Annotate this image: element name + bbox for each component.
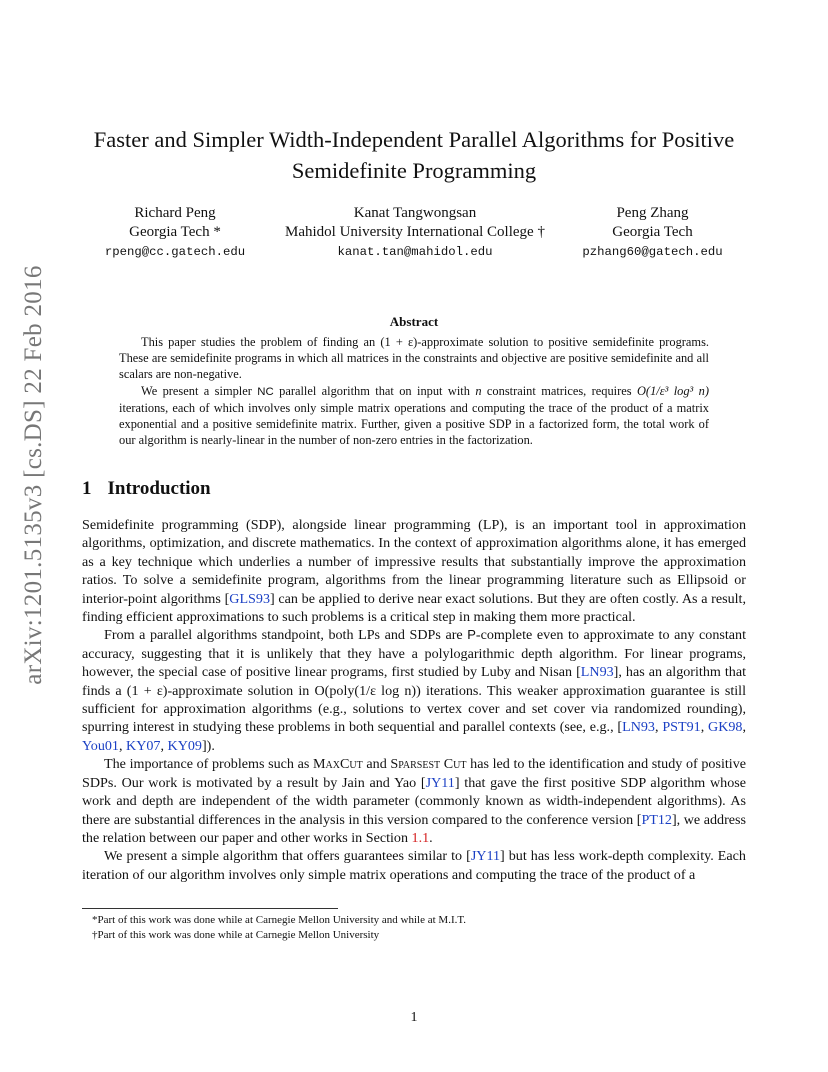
section-number: 1	[82, 478, 92, 499]
math-frac: 1/ε³	[650, 383, 669, 398]
footnotes	[92, 913, 466, 943]
citation-link[interactable]: LN93	[622, 719, 655, 736]
author-email: kanat.tan@mahidol.edu	[337, 245, 493, 259]
text-run: iterations, each of which involves only simple matrix operations and computing the trace of the product of a matrix exponential and a positive semidefinite matrix. Further, given a positive SDP in a factorized form, the total work of our algorithm is nearly-linear in the number of non-zero entries in the factorization.	[119, 400, 709, 448]
paper-title	[60, 124, 768, 186]
author-name: Peng Zhang	[616, 205, 689, 221]
text-run: and	[362, 756, 391, 773]
text-run: parallel algorithm that on input with	[273, 383, 476, 398]
text-run: ], we address the relation between our paper and other works in Section	[82, 811, 747, 846]
abstract-paragraph-2	[119, 383, 709, 449]
author-affiliation: Georgia Tech *	[129, 224, 221, 240]
abstract-heading: Abstract	[389, 314, 439, 329]
text-run: We present a simpler	[141, 383, 258, 398]
text-run: The importance of problems such as	[104, 756, 314, 773]
abstract	[119, 334, 709, 448]
paragraph-4	[82, 847, 746, 884]
citation-link[interactable]: PT12	[641, 811, 672, 828]
footnote-2: †Part of this work was done while at Carnegie Mellon University	[92, 929, 380, 941]
p-class: P	[467, 627, 476, 643]
text-run: From a parallel algorithms standpoint, both LPs and SDPs are	[104, 627, 468, 644]
paragraph-1	[82, 516, 746, 626]
citation-link[interactable]: GLS93	[229, 590, 270, 607]
citation-link[interactable]: LN93	[580, 664, 614, 681]
arxiv-stamp: arXiv:1201.5135v3 [cs.DS] 22 Feb 2016	[20, 265, 47, 685]
nc-class: NC	[257, 385, 274, 398]
math-n: n	[475, 383, 482, 398]
math-bigo: O(	[636, 383, 651, 398]
author-email: rpeng@cc.gatech.edu	[104, 245, 246, 259]
text-run: -complete even to approximate to any constant accuracy, suggesting that it is unlikely that they have a polylogarithmic depth algorithm. For linear programs, however, the special case of positive linear programs, first studied by Luby and Nisan [	[82, 627, 746, 681]
section-title: Introduction	[107, 478, 211, 499]
author-block-2	[270, 204, 560, 263]
paragraph-2: From a parallel algorithms standpoint, both LPs and SDPs are P-complete even to approximate to any constant accuracy, suggesting that it is unlikely that they have a polylogarithmic depth algorithm. For linear programs, however, the special case of positive linear programs, first studied by Luby and Nisan [LN93], has an algorithm that finds a (1 + ε)-approximate solution in O(poly(1/ε log n)) iterations. This weaker approximation guarantee is still sufficient for approximation algorithms (e.g., solutions to vertex cover and set cover via randomized rounding), spurring interest in studying these problems in both sequential and parallel contexts (see, e.g., [LN93, PST91, GK98, You01, KY07, KY09]).	[82, 627, 747, 754]
text-run: .	[429, 829, 433, 846]
math-complexity	[637, 384, 709, 398]
text-run: ]).	[201, 737, 215, 754]
abstract-paragraph-1: This paper studies the problem of finding an (1 + ε)-approximate solution to positive semidefinite programs. These are semidefinite programs in which all matrices in the constraints and objective are positive semidefinite and all scalars are non-negative.	[119, 335, 709, 382]
author-block-3	[570, 204, 735, 263]
author-name: Kanat Tangwongsan	[353, 205, 477, 221]
footnote-1: *Part of this work was done while at Carnegie Mellon University and while at M.I.T.	[92, 914, 467, 926]
paragraph-3	[82, 755, 746, 847]
math-log: log³ n)	[668, 383, 709, 398]
text-run: We present a simple algorithm that offers guarantees similar to [	[104, 848, 471, 865]
section-heading	[82, 478, 211, 500]
citation-link[interactable]: JY11	[470, 848, 501, 865]
citation-link[interactable]: PST91	[662, 719, 701, 736]
text-run: constraint matrices, requires	[481, 383, 637, 398]
citation-link[interactable]: KY07	[126, 737, 161, 754]
footnote-rule	[82, 908, 338, 909]
text-run: ], has an algorithm that finds a (1 + ε)-approximate solution in O(poly(1/ε log n)) iterations. This weaker approximation guarantee is still sufficient for approximation algorithms (e.g., solutions to vertex cover and set cover via randomized rounding), spurring interest in studying these problems in both sequential and parallel contexts (see, e.g., [	[82, 664, 746, 736]
citation-link[interactable]: GK98	[708, 719, 743, 736]
text-run: ] but has less work-depth complexity. Each iteration of our algorithm involves only simple matrix operations and computing the trace of the product of a	[82, 848, 746, 883]
body-text	[82, 516, 746, 884]
citation-link[interactable]: KY09	[167, 737, 202, 754]
problem-name: Sparsest Cut	[390, 756, 467, 773]
text-run: ] that gave the first positive SDP algorithm whose work and depth are independent of the width parameter (commonly known as width-independent algorithms). As there are substantial differences in the analysis in this version compared to the conference version [	[82, 774, 746, 828]
author-block-1	[90, 204, 260, 263]
citation-link[interactable]: JY11	[425, 774, 455, 791]
title-line-2: Semidefinite Programming	[291, 158, 537, 183]
author-name: Richard Peng	[134, 205, 216, 221]
text-run: Semidefinite programming (SDP), alongside linear programming (LP), is an important tool in approximation algorithms, optimization, and discrete mathematics. In the context of approximation algorithms alone, it has emerged as a key technique which underlies a number of impressive results that substantially improve the approximation ratios. To solve a semidefinite program, algorithms from the linear programming literature such as Ellipsoid or interior-point algorithms [	[82, 517, 746, 607]
section-ref-link[interactable]: 1.1	[411, 829, 430, 846]
author-affiliation: Georgia Tech	[612, 224, 693, 240]
text-run: ] can be applied to derive near exact solutions. But they are often costly. As a result, finding efficient approximations to such problems is a critical step in making them more practical.	[82, 590, 746, 626]
text-run: has led to the identification and study of positive SDPs. Our work is motivated by a result by Jain and Yao [	[82, 756, 747, 791]
problem-name: MaxCut	[313, 756, 363, 773]
title-line-1: Faster and Simpler Width-Independent Parallel Algorithms for Positive	[93, 127, 735, 152]
author-affiliation: Mahidol University International College †	[285, 224, 545, 240]
citation-link[interactable]: You01	[82, 737, 119, 754]
author-email: pzhang60@gatech.edu	[582, 245, 723, 259]
page-number: 1	[410, 1010, 418, 1025]
